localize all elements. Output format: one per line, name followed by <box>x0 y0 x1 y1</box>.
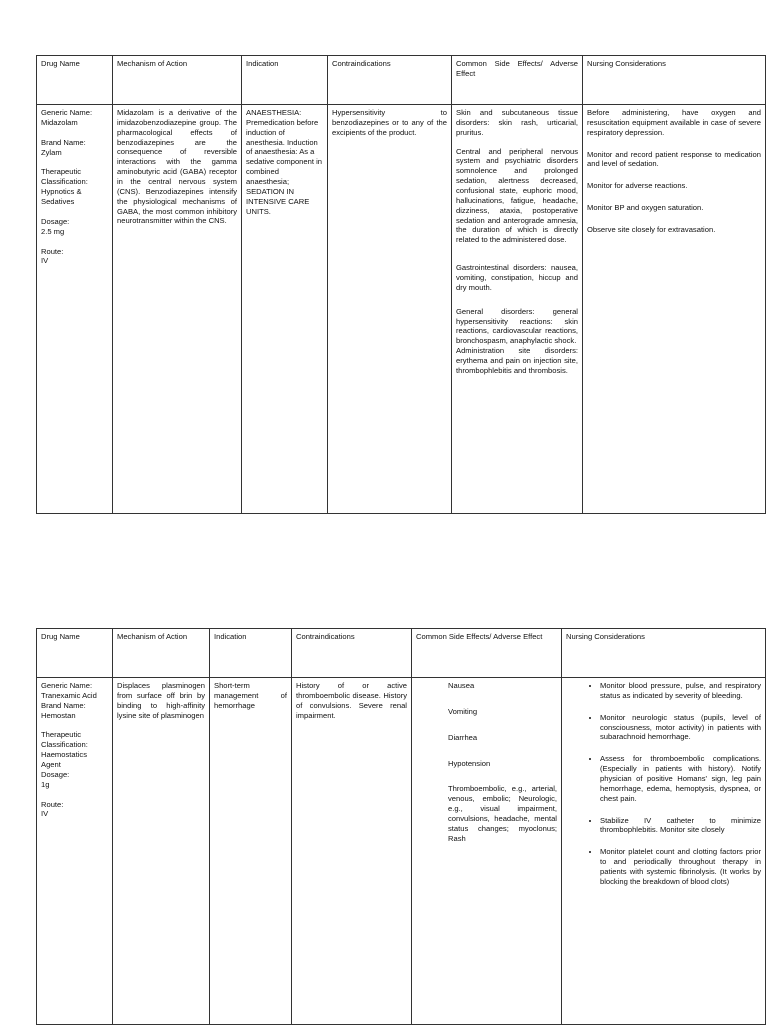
header-drug-name: Drug Name <box>37 629 113 678</box>
nursing-item: • Monitor blood pressure, pulse, and respiratory status as indicated by severity of bleeding. <box>600 681 761 701</box>
header-indication: Indication <box>242 56 328 105</box>
generic-name: Midazolam <box>41 117 78 127</box>
side-effect-item: General disorders: general hypersensitivity reactions: skin reactions, cardiovascular reactions, bronchospasm, anaphylactic shock. <box>456 306 578 346</box>
drug-table-midazolam <box>36 55 766 514</box>
side-effect-item: Skin and subcutaneous tissue disorders: skin rash, urticarial, pruritus. <box>456 108 578 137</box>
nursing-item: • Assess for thromboembolic complications. (Especially in patients with history). Notify physician of positive Homans' sign, leg pain hemorrhage, edema, hemoptysis, dyspnea, or chest pain. <box>600 754 761 803</box>
header-nursing: Nursing Considerations <box>562 629 766 678</box>
nursing-item: Before administering, have oxygen and resuscitation equipment available in case of severe respiratory depression. <box>587 108 761 137</box>
nursing-item: Monitor BP and oxygen saturation. <box>587 203 704 213</box>
side-effect-item: Gastrointestinal disorders: nausea, vomiting, constipation, hiccup and dry mouth. <box>456 263 578 292</box>
mechanism-cell: Displaces plasminogen from surface off brin by binding to high-affinity lysine site of plasminogen <box>113 678 210 1025</box>
class-label: Therapeutic Classification: <box>41 167 88 187</box>
nursing-item: Observe site closely for extravasation. <box>587 225 716 235</box>
drug-table-tranexamic-acid <box>36 628 766 1025</box>
side-effect-item: Hypotension <box>448 758 491 768</box>
brand-label: Brand Name: <box>41 700 86 710</box>
side-effects-cell <box>412 678 562 1025</box>
route-label: Route: <box>41 799 64 809</box>
nursing-item: • Stabilize IV catheter to minimize thrombophlebitis. Monitor site closely <box>600 816 761 836</box>
indication-cell: ANAESTHESIA: Premedication before induction of anesthesia. Induction of anaesthesia: As a sedative component in combined anaesthesia; SEDATION IN INTENSIVE CARE UNITS. <box>242 105 328 514</box>
mechanism-cell: Midazolam is a derivative of the imidazobenzodiazepine group. The pharmacological effects of benzodiazepines are the consequence of reversible interactions with the gamma aminobutyric acid (GABA) receptor in the central nervous system (CNS). Benzodiazepines intensify the physiological mechanisms of GABA, the most common inhibitory neurotransmitter within the CNS. <box>113 105 242 514</box>
brand-name: Hemostan <box>41 710 76 720</box>
dosage-value: 1g <box>41 779 50 789</box>
contraindications-cell: Hypersensitivity to benzodiazepines or to any of the excipients of the product. <box>328 105 452 514</box>
table-row <box>37 105 766 514</box>
class-label: Therapeutic Classification: <box>41 730 88 750</box>
side-effect-item: Diarrhea <box>448 732 478 742</box>
header-side-effects: Common Side Effects/ Adverse Effect <box>412 629 562 678</box>
nursing-item: Monitor and record patient response to medication and level of sedation. <box>587 149 761 169</box>
drug-name-cell <box>37 105 113 514</box>
side-effects-cell <box>452 105 583 514</box>
dosage-label: Dosage: <box>41 216 70 226</box>
route-value: IV <box>41 809 49 819</box>
header-side-effects: Common Side Effects/ Adverse Effect <box>452 56 583 105</box>
nursing-cell <box>583 105 766 514</box>
indication-cell: Short-term management of hemorrhage <box>210 678 292 1025</box>
side-effect-item: Central and peripheral nervous system and psychiatric disorders somnolence and prolonged sedation, alertness decreased, confusional state, euphoric mood, hallucinations, fatigue, headache, dizziness, ataxia, postoperative sedation and anterograde amnesia, the duration of which is directly related to the administered dose. <box>456 146 578 245</box>
side-effect-item: Administration site disorders: erythema and pain on injection site, thrombophlebitis and thrombosis. <box>456 346 578 375</box>
brand-label: Brand Name: <box>41 137 86 147</box>
header-mechanism: Mechanism of Action <box>113 629 210 678</box>
route-value: IV <box>41 256 49 266</box>
generic-label: Generic Name: <box>41 681 93 690</box>
drug-name-cell <box>37 678 113 1025</box>
header-contraindications: Contraindications <box>328 56 452 105</box>
side-effect-item: Nausea <box>448 681 475 690</box>
side-effect-item: Vomiting <box>448 706 478 716</box>
header-drug-name: Drug Name <box>37 56 113 105</box>
header-contraindications: Contraindications <box>292 629 412 678</box>
contraindications-cell: History of or active thromboembolic disease. History of convulsions. Severe renal impairment. <box>292 678 412 1025</box>
nursing-cell <box>562 678 766 1025</box>
brand-name: Zylam <box>41 147 62 157</box>
generic-label: Generic Name: <box>41 108 93 117</box>
header-nursing: Nursing Considerations <box>583 56 766 105</box>
nursing-item: Monitor for adverse reactions. <box>587 181 688 191</box>
therapeutic-class: Haemostatics Agent <box>41 750 88 770</box>
dosage-label: Dosage: <box>41 769 70 779</box>
nursing-item: • Monitor neurologic status (pupils, level of consciousness, motor activity) in patients with subarachnoid hemorrhage. <box>600 713 761 743</box>
table-header-row <box>37 56 766 105</box>
nursing-item: • Monitor platelet count and clotting factors prior to and periodically throughout therapy in patients with systemic fibrinolysis. (It works by blocking the breakdown of blood clots) <box>600 847 761 886</box>
table-header-row <box>37 629 766 678</box>
dosage-value: 2.5 mg <box>41 226 65 236</box>
table-row <box>37 678 766 1025</box>
route-label: Route: <box>41 246 64 256</box>
nursing-list <box>566 681 761 887</box>
side-effect-item: Thromboembolic, e.g., arterial, venous, embolic; Neurologic, e.g., visual impairment, convulsions, headache, mental status changes; myoclonus; Rash <box>448 784 557 843</box>
header-indication: Indication <box>210 629 292 678</box>
therapeutic-class: Hypnotics & Sedatives <box>41 187 82 207</box>
header-mechanism: Mechanism of Action <box>113 56 242 105</box>
generic-name: Tranexamic Acid <box>41 690 97 700</box>
